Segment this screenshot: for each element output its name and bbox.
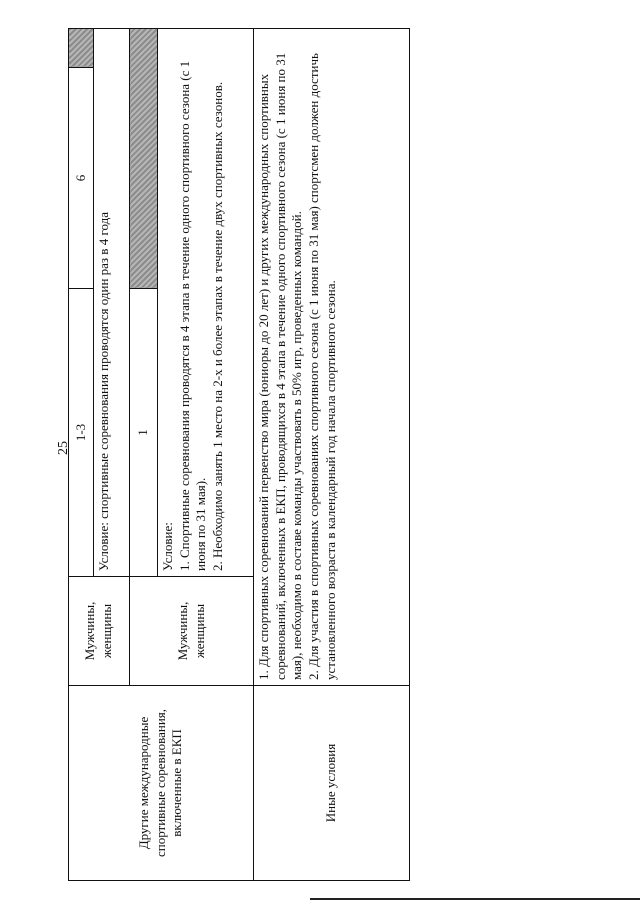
hatched-cell-top — [69, 29, 94, 68]
rotated-table-wrapper — [68, 28, 409, 881]
condition-b-item-2: 2. Необходимо занять 1 место на 2-х и более этапах в течение двух спортивных сезонов. — [209, 81, 225, 571]
other-conditions-label: Иные условия — [254, 686, 410, 881]
competition-label-cell: Другие международные спортивные соревнования, включенные в ЕКП — [69, 686, 254, 881]
qualification-table — [68, 28, 410, 881]
condition-b-title: Условие: — [160, 522, 175, 571]
other-condition-2: 2. Для участия в спортивных соревнованиях спортивного сезона (с 1 июня по 31 мая) спортсмен должен достичь установленного возраста в календарный год начала спортивного сезона. — [305, 53, 338, 680]
rotated-table-container — [68, 28, 409, 881]
bottom-edge-line — [310, 898, 640, 900]
gender-cell-b: Мужчины, женщины — [130, 577, 254, 686]
condition-b-cell — [158, 29, 254, 577]
condition-a-cell: Условие: спортивные соревнования проводятся один раз в 4 года — [94, 29, 130, 577]
condition-b-item-1: 1. Спортивные соревнования проводятся в 4 этапа в течение одного спортивного сезона (с 1 июня по 31 мая). — [176, 60, 209, 571]
place-b-cell: 1 — [130, 289, 158, 577]
place-header-b: 6 — [69, 68, 94, 289]
page-number: 25 — [56, 441, 71, 455]
other-conditions-cell — [254, 29, 410, 686]
place-header-a: 1-3 — [69, 289, 94, 577]
other-condition-1: 1. Для спортивных соревнований первенство мира (юниоры до 20 лет) и других международных спортивных соревнований, включенных в ЕКП, проводящихся в 4 этапа в течение одного спортивного сезона (с 1 июня по 31 мая), необходимо в составе команды участвовать в 50% игр, проведенных командой. — [256, 52, 305, 680]
gender-cell-a: Мужчины, женщины — [69, 577, 130, 686]
hatched-cell-bottom — [130, 29, 158, 289]
